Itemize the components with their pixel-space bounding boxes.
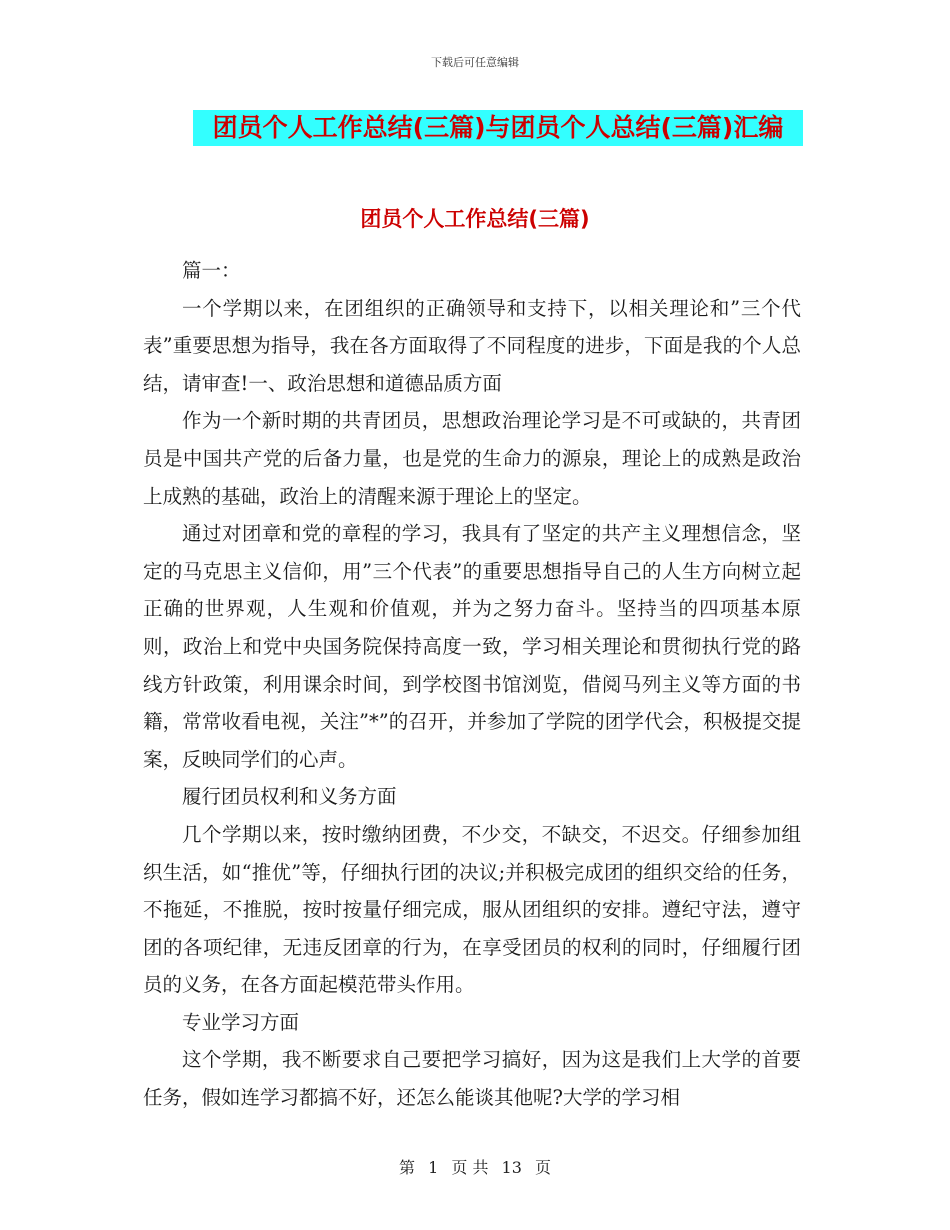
- paragraph: 作为一个新时期的共青团员，思想政治理论学习是不可或缺的，共青团员是中国共产党的后备力量，也是党的生命力的源泉，理论上的成熟是政治上成熟的基础，政治上的清醒来源于理论上的坚定。: [143, 409, 801, 508]
- body-text: [143, 252, 801, 1117]
- footer-total-pages: 13: [501, 1158, 522, 1177]
- footer-middle: 页 共: [451, 1158, 489, 1177]
- footer-prefix: 第: [398, 1158, 415, 1177]
- footer-suffix: 页: [535, 1158, 552, 1177]
- page-footer: [0, 1155, 950, 1178]
- paragraph: 几个学期以来，按时缴纳团费，不少交，不缺交，不迟交。仔细参加组织生活，如“推优”等，仔细执行团的决议;并积极完成团的组织交给的任务，不拖延，不推脱，按时按量仔细完成，服从团组织的安排。遵纪守法，遵守团的各项纪律，无违反团章的行为，在享受团员的权利的同时，仔细履行团员的义务，在各方面起模范带头作用。: [143, 822, 801, 997]
- paragraph: 一个学期以来，在团组织的正确领导和支持下，以相关理论和”三个代表”重要思想为指导，我在各方面取得了不同程度的进步，下面是我的个人总结，请审查!一、政治思想和道德品质方面: [143, 296, 801, 395]
- sub-title: 团员个人工作总结(三篇): [360, 207, 590, 231]
- footer-page-number: 1: [428, 1158, 439, 1177]
- paragraph: 履行团员权利和义务方面: [182, 785, 397, 809]
- paragraph: 篇一：: [182, 259, 241, 282]
- paragraph: 这个学期，我不断要求自己要把学习搞好，因为这是我们上大学的首要任务，假如连学习都搞不好，还怎么能谈其他呢?大学的学习相: [143, 1048, 801, 1110]
- paragraph: 通过对团章和党的章程的学习，我具有了坚定的共产主义理想信念，坚定的马克思主义信仰，用”三个代表”的重要思想指导自己的人生方向树立起正确的世界观，人生观和价值观，并为之努力奋斗。坚持当的四项基本原则，政治上和党中央国务院保持高度一致，学习相关理论和贯彻执行党的路线方针政策，利用课余时间，到学校图书馆浏览，借阅马列主义等方面的书籍，常常收看电视，关注”*”的召开，并参加了学院的团学代会，积极提交提案，反映同学们的心声。: [143, 522, 801, 771]
- header-note: 下载后可任意编辑: [431, 56, 519, 69]
- main-title-highlight: [193, 110, 803, 146]
- paragraph: 专业学习方面: [182, 1010, 300, 1034]
- main-title: 团员个人工作总结(三篇)与团员个人总结(三篇)汇编: [212, 113, 784, 142]
